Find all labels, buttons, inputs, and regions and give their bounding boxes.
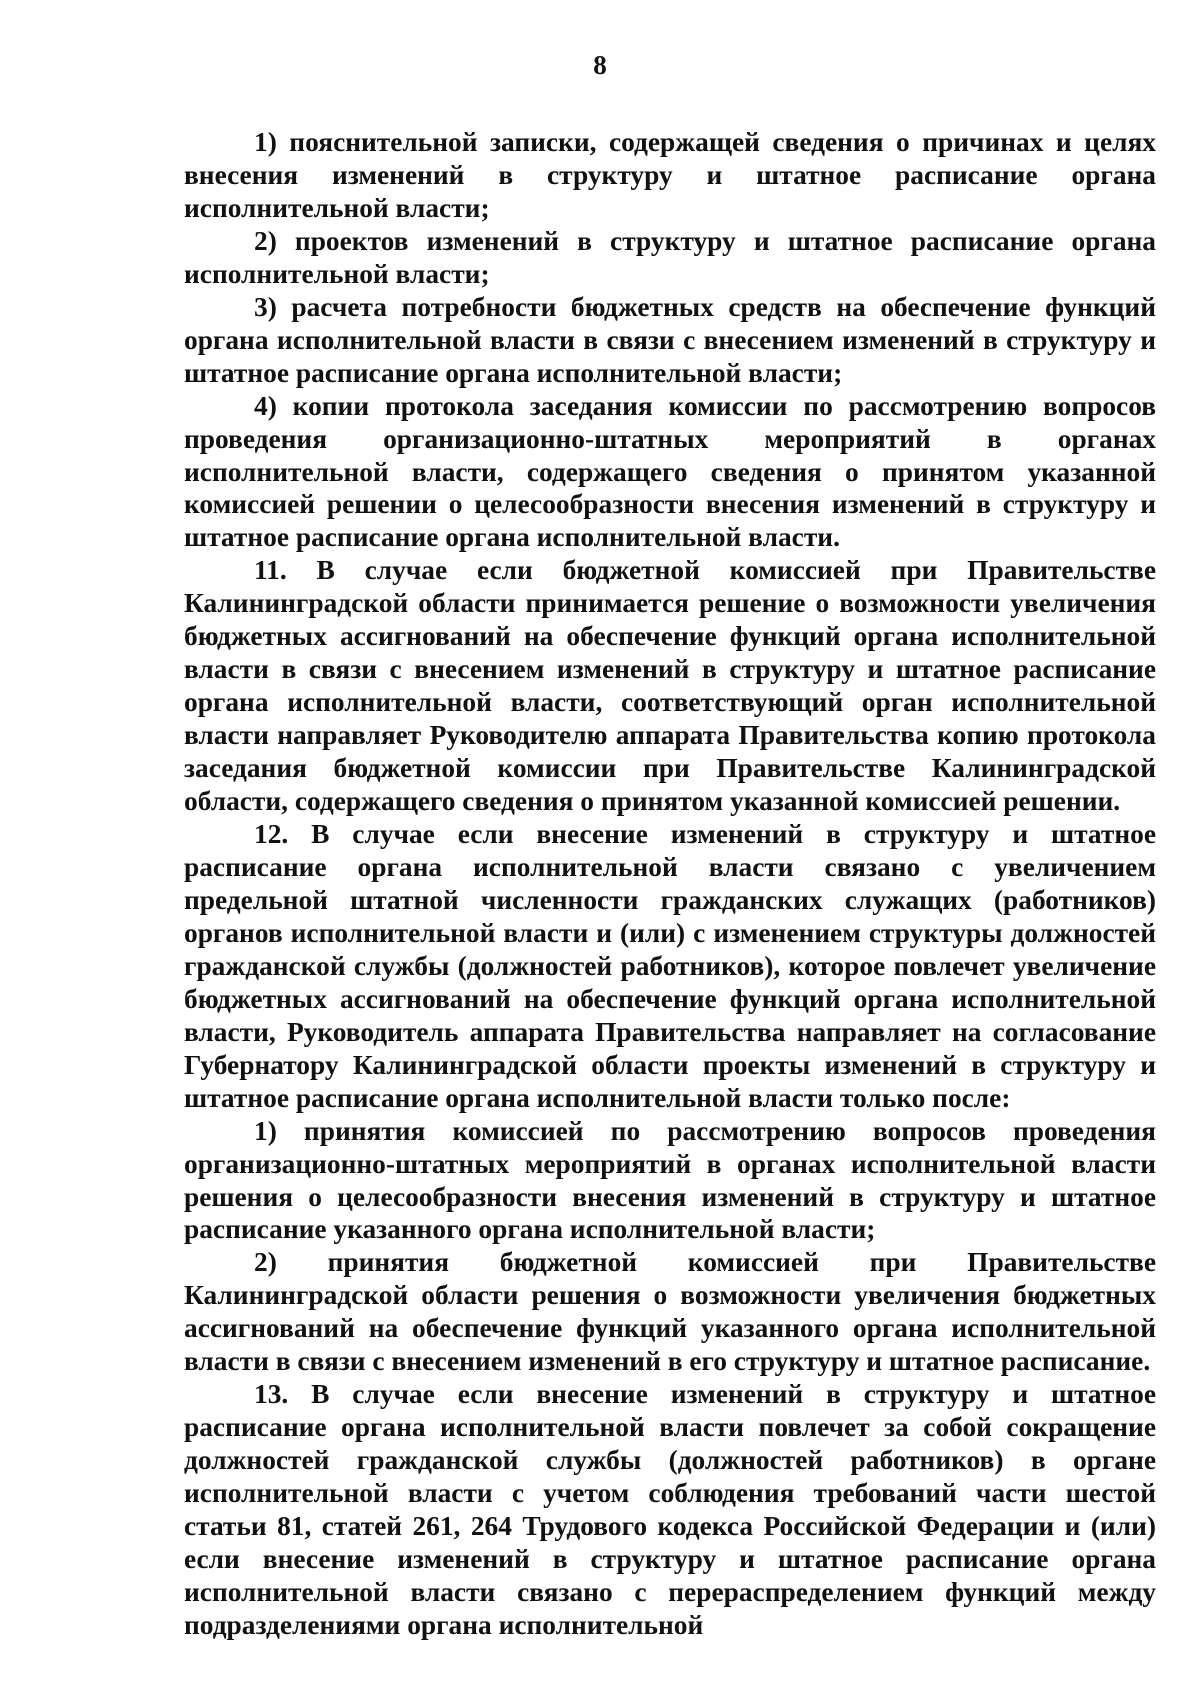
item-4-commission-protocol: 4) копии протокола заседания комиссии по рассмотрению вопросов проведения организационно-штатных мероприятий в органах исполнительной власти, содержащего сведения о принятом указанной комиссией решении о целесообразности внесения изменений в структуру и штатное расписание органа исполнительной власти. [184,390,1156,553]
clause-12: 12. В случае если внесение изменений в структуру и штатное расписание органа исполнительной власти связано с увеличением предельной штатной численности гражданских служащих (работников) органов исполнительной власти и (или) с изменением структуры должностей гражданской службы (должностей работников), которое повлечет увеличение бюджетных ассигнований на обеспечение функций органа исполнительной власти, Руководитель аппарата Правительства направляет на согласование Губернатору Калининградской области проекты изменений в структуру и штатное расписание органа исполнительной власти только после: [184,819,1156,1113]
clause-12-item-1: 1) принятия комиссией по рассмотрению вопросов проведения организационно-штатных мероприятий в органах исполнительной власти решения о целесообразности внесения изменений в структуру и штатное расписание указанного органа исполнительной власти; [184,1115,1156,1245]
page-number: 8 [593,50,607,80]
clause-11: 11. В случае если бюджетной комиссией при Правительстве Калининградской области принимается решение о возможности увеличения бюджетных ассигнований на обеспечение функций органа исполнительной власти в связи с внесением изменений в структуру и штатное расписание органа исполнительной власти, соответствующий орган исполнительной власти направляет Руководителю аппарата Правительства копию протокола заседания бюджетной комиссии при Правительстве Калининградской области, содержащего сведения о принятом указанной комиссией решении. [184,555,1156,817]
clause-13: 13. В случае если внесение изменений в структуру и штатное расписание органа исполнительной власти повлечет за собой сокращение должностей гражданской службы (должностей работников) в органе исполнительной власти с учетом соблюдения требований части шестой статьи 81, статей 261, 264 Трудового кодекса Российской Федерации и (или) если внесение изменений в структуру и штатное расписание органа исполнительной власти связано с перераспределением функций между подразделениями органа исполнительной [184,1379,1156,1640]
item-1-explanatory-note: 1) пояснительной записки, содержащей сведения о причинах и целях внесения изменений в структуру и штатное расписание органа исполнительной власти; [184,127,1156,223]
document-body [184,126,1156,1642]
item-2-draft-changes: 2) проектов изменений в структуру и штатное расписание органа исполнительной власти; [184,225,1156,289]
item-3-budget-calculation: 3) расчета потребности бюджетных средств на обеспечение функций органа исполнительной власти в связи с внесением изменений в структуру и штатное расписание органа исполнительной власти; [184,291,1156,388]
clause-12-item-2: 2) принятия бюджетной комиссией при Правительстве Калининградской области решения о возможности увеличения бюджетных ассигнований на обеспечение функций указанного органа исполнительной власти в связи с внесением изменений в его структуру и штатное расписание. [184,1247,1156,1377]
